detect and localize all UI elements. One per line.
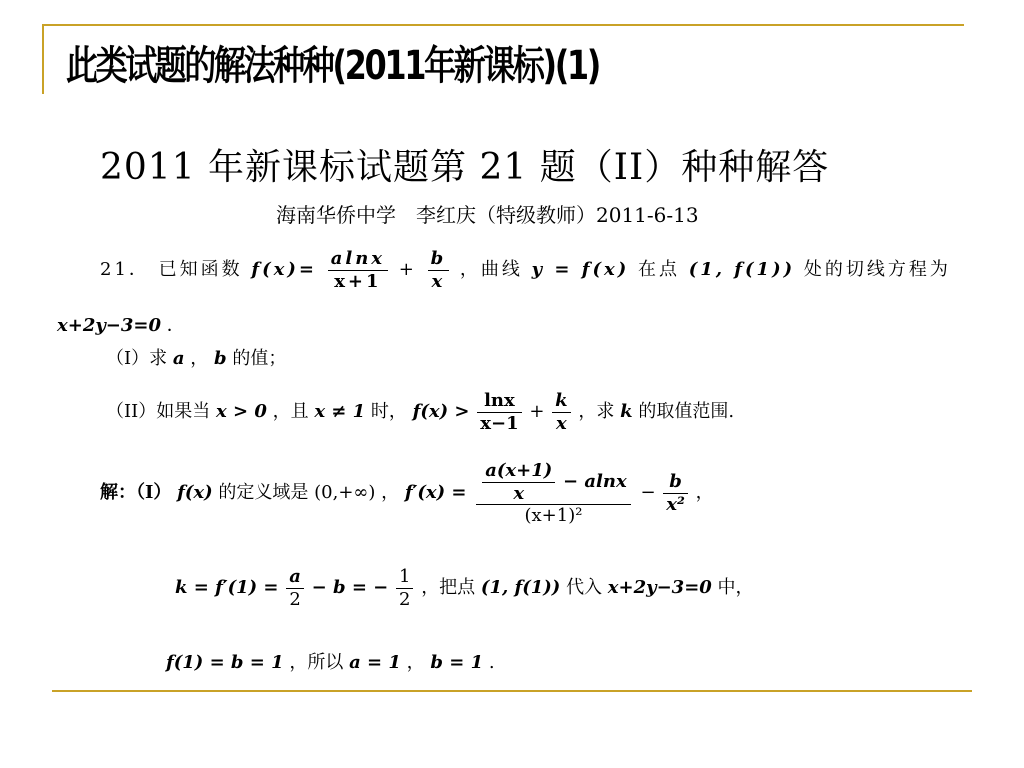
fraction-numerator: a [286, 566, 304, 589]
fraction-numerator: k [552, 390, 570, 413]
minus-sign: − [640, 482, 656, 504]
solution-line-slope [175, 566, 754, 610]
inner-fraction [482, 460, 555, 504]
end-comma: ， [695, 482, 714, 504]
result-a: a = 1 [349, 652, 401, 673]
variable-b: b [214, 348, 227, 369]
fraction-denominator: x [431, 270, 446, 292]
into-text: 代入 [566, 577, 603, 599]
part-one-label: （I）求 [106, 348, 168, 369]
slope-lhs: k = f′(1) = [175, 577, 279, 599]
tangent-point: (1, f(1)) [688, 259, 796, 281]
part-one-question [106, 344, 286, 370]
curve-text: ，曲线 [459, 259, 523, 281]
period: ． [166, 315, 185, 336]
fraction-one-half [396, 566, 413, 610]
ask-text: ，求 [578, 401, 615, 423]
fraction-denominator: x−1 [480, 412, 519, 434]
solution-label: 解：（I） [100, 482, 172, 504]
when-text: 时， [370, 401, 407, 423]
slope-middle: − b = − [311, 577, 389, 599]
problem-intro: 已知函数 [158, 259, 243, 281]
condition-x-positive: x > 0 [215, 401, 267, 423]
therefore-text: ，所以 [289, 652, 344, 673]
derivative-compound-fraction [476, 460, 630, 526]
part-one-end: 的值； [232, 348, 287, 369]
fraction-a-over-2 [286, 566, 304, 610]
part-two-label: （II）如果当 [106, 401, 211, 423]
tangent-equation: x+2y−3=0 [57, 315, 162, 336]
compound-denominator: (x+1)² [524, 505, 583, 527]
bottom-accent-rule [52, 690, 972, 692]
tangent-equation-line [57, 311, 185, 337]
inner-numerator: a(x+1) [482, 460, 555, 483]
numerator-remainder: − alnx [563, 471, 627, 493]
fraction-denominator: x [556, 412, 567, 434]
inequality-lhs: f(x) > [412, 401, 470, 423]
result-equation: f(1) = b = 1 [166, 652, 284, 673]
fraction-b-over-x [428, 248, 450, 292]
fraction-numerator: b [663, 471, 688, 494]
substitute-text: ，把点 [421, 577, 476, 599]
fraction-b-over-x-squared [663, 471, 688, 515]
result-separator: ， [406, 652, 425, 673]
fraction-numerator: 1 [396, 566, 413, 589]
result-b: b = 1 [430, 652, 484, 673]
part-two-question [106, 390, 734, 434]
and-text: ，且 [272, 401, 309, 423]
separator: ， [190, 348, 209, 369]
slide-title: 此类试题的解法种种(2011年新课标)(1) [66, 43, 600, 89]
problem-number: 21． [100, 259, 150, 281]
solution-line-result [166, 648, 495, 674]
fraction-numerator: alnx [328, 248, 388, 271]
condition-x-not-one: x ≠ 1 [314, 401, 366, 423]
derivative-lhs: f′(x) = [404, 482, 467, 504]
variable-k: k [620, 401, 633, 423]
fraction-numerator: b [428, 248, 450, 271]
author-line: 海南华侨中学 李红庆（特级教师）2011-6-13 [276, 203, 699, 227]
fraction-denominator: 2 [399, 588, 411, 610]
range-text: 的取值范围. [638, 401, 735, 423]
tangent-text: 处的切线方程为 [803, 259, 951, 281]
plus-sign: + [398, 259, 417, 281]
plus-sign: + [529, 401, 545, 423]
problem-statement [100, 248, 951, 292]
domain-text: 的定义域是 [218, 482, 309, 504]
fraction-lnx-over-x-minus-1 [477, 390, 521, 434]
at-point-text: 在点 [637, 259, 680, 281]
fraction-numerator: lnx [477, 390, 521, 413]
function-name: f(x)= [251, 259, 317, 281]
comma: ， [381, 482, 400, 504]
substitute-equation: x+2y−3=0 [607, 577, 712, 599]
fraction-denominator: 2 [289, 588, 301, 610]
fraction-k-over-x [552, 390, 570, 434]
substitute-point: (1, f(1)) [480, 577, 561, 599]
left-accent-rule [42, 24, 44, 94]
solution-line-derivative [100, 460, 714, 526]
fraction-alnx [328, 248, 388, 292]
top-accent-rule [42, 24, 964, 26]
inner-denominator: x [513, 482, 525, 504]
variable-a: a [172, 348, 185, 369]
problem-heading: 2011 年新课标试题第 21 题（II）种种解答 [100, 147, 830, 188]
curve-equation: y = f(x) [531, 259, 630, 281]
result-end: . [488, 652, 495, 673]
line-end: 中， [717, 577, 754, 599]
function-fx: f(x) [177, 482, 213, 504]
fraction-denominator: x+1 [334, 270, 382, 292]
domain-interval: (0,+∞) [314, 482, 376, 504]
compound-numerator [476, 460, 630, 505]
fraction-denominator: x² [666, 493, 685, 515]
